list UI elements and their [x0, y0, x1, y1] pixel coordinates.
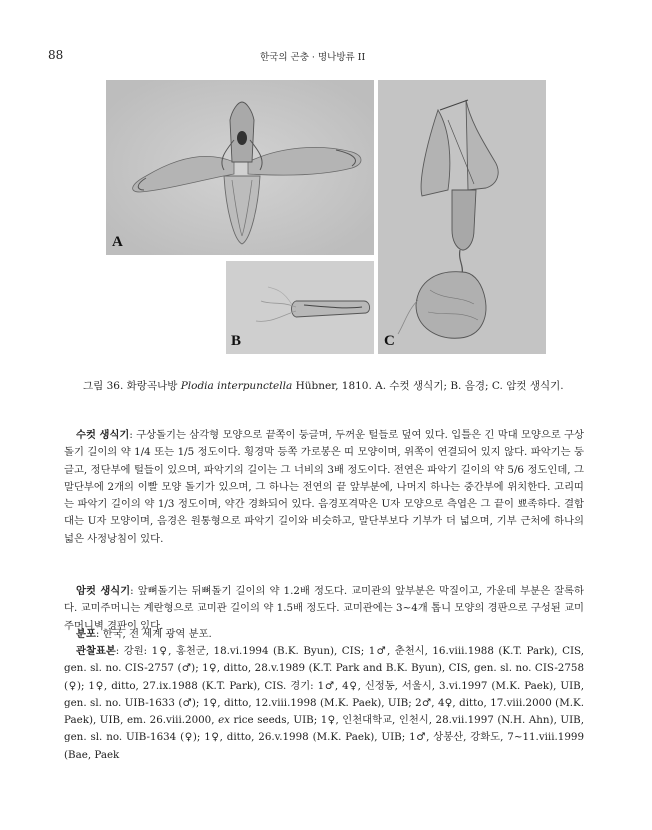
distribution-text: : 한국, 전 세계 광역 분포.: [95, 628, 212, 640]
page-number: 88: [48, 48, 64, 62]
running-header: 한국의 곤충 · 명나방류 II: [260, 52, 366, 63]
specimens-italic: ex: [218, 714, 230, 727]
figure-caption: [83, 378, 583, 393]
panel-letter-c: C: [384, 333, 395, 349]
figure-panel-a: [106, 80, 374, 255]
female-genitalia-text: : 앞뼈돌기는 뒤뼈돌기 길이의 약 1.2배 정도다. 교미관의 앞부분은 막질이고, 가운데 부분은 잘록하다. 교미주머니는 계란형으로 교미관 길이의 약 1.5배 정도다. 교미관에는 3~4개 톱니 모양의 경판으로 구성된 교미주머니벽 경판이 있다.: [64, 585, 584, 632]
panel-letter-a: A: [112, 234, 123, 250]
distribution-heading: 분포: [76, 628, 96, 640]
male-genitalia-text: : 구상돌기는 삼각형 모양으로 끝쪽이 둥글며, 두꺼운 털들로 덮여 있다. 입틀은 긴 막대 모양으로 구상돌기 길이의 약 1/4 또는 1/5 정도이다. 횡경막 등쪽 가로봉은 띠 모양이며, 위쪽이 연결되어 있지 않다. 파악기는 둥글고, 정단부에 털들이 있으며, 파악기의 길이는 그 너비의 3배 정도이다. 전연은 파악기 길이의 약 5/6 정도인데, 그 말단부에 2개의 이빨 모양 돌기가 있으며, 그 하나는 전연의 끝 앞부분에, 나머지 하나는 중간부에 위치한다. 고리띠는 파악기 길이의 약 1/3 정도이며, 약간 경화되어 있다. 음경포격막은 U자 모양으로 측엽은 그 끝이 뾰족하다. 결합대는 U자 모양이며, 음경은 원통형으로 파악기 길이와 비슷하고, 말단부보다 기부가 더 넓으며, 기부 근처에 하나의 넓은 사정낭침이 있다.: [64, 429, 584, 545]
female-genitalia-image: [378, 80, 546, 354]
specimens-text-1: : 강원: 1♀, 홍천군, 18.vi.1994 (B.K. Byun), CIS; 1♂, 춘천시, 16.viii.1988 (K.T. Park), CIS, gen. sl. no. CIS-2757 (♂); 1♀, ditto, 28.v.1989 (K.T. Park and B.K. Byun), CIS, gen. sl. no. CIS-2758 (♀); 1♀, ditto, 27.ix.1988 (K.T. Park), CIS. 경기: 1♂, 4♀, 신정동, 서울시, 3.vi.1997 (M.K. Paek), UIB, gen. sl. no. UIB-1633 (♂); 1♀, ditto, 12.viii.1998 (M.K. Paek), UIB; 2♂, 4♀, ditto, 17.viii.2000 (M.K. Paek), UIB, em. 26.viii.2000,: [64, 645, 584, 727]
specimens-heading: 관찰표본: [76, 645, 116, 657]
aedeagus-image: [226, 261, 374, 354]
specimens-text-2: rice seeds, UIB; 1♀, 인천대학교, 인천시, 28.vii.1997 (N.H. Ahn), UIB, gen. sl. no. UIB-1634 (♀); 1♀, ditto, 26.v.1998 (M.K. Paek), UIB; 1♂, 상봉산, 강화도, 7~11.viii.1999 (Bae, Paek: [64, 714, 585, 761]
male-genitalia-heading: 수컷 생식기: [76, 429, 130, 441]
specimens-section: [64, 643, 584, 764]
male-genitalia-section: [64, 427, 584, 548]
figure-panel-c: [378, 80, 546, 354]
female-genitalia-heading: 암컷 생식기: [76, 585, 131, 597]
figure-panel-b: [226, 261, 374, 354]
distribution-section: [64, 626, 584, 643]
caption-suffix: Hübner, 1810. A. 수컷 생식기; B. 음경; C. 암컷 생식기.: [292, 380, 564, 392]
caption-prefix: 그림 36. 화랑곡나방: [83, 380, 181, 392]
caption-species: Plodia interpunctella: [180, 380, 293, 392]
male-genitalia-image: [106, 80, 374, 255]
panel-letter-b: B: [231, 333, 242, 349]
